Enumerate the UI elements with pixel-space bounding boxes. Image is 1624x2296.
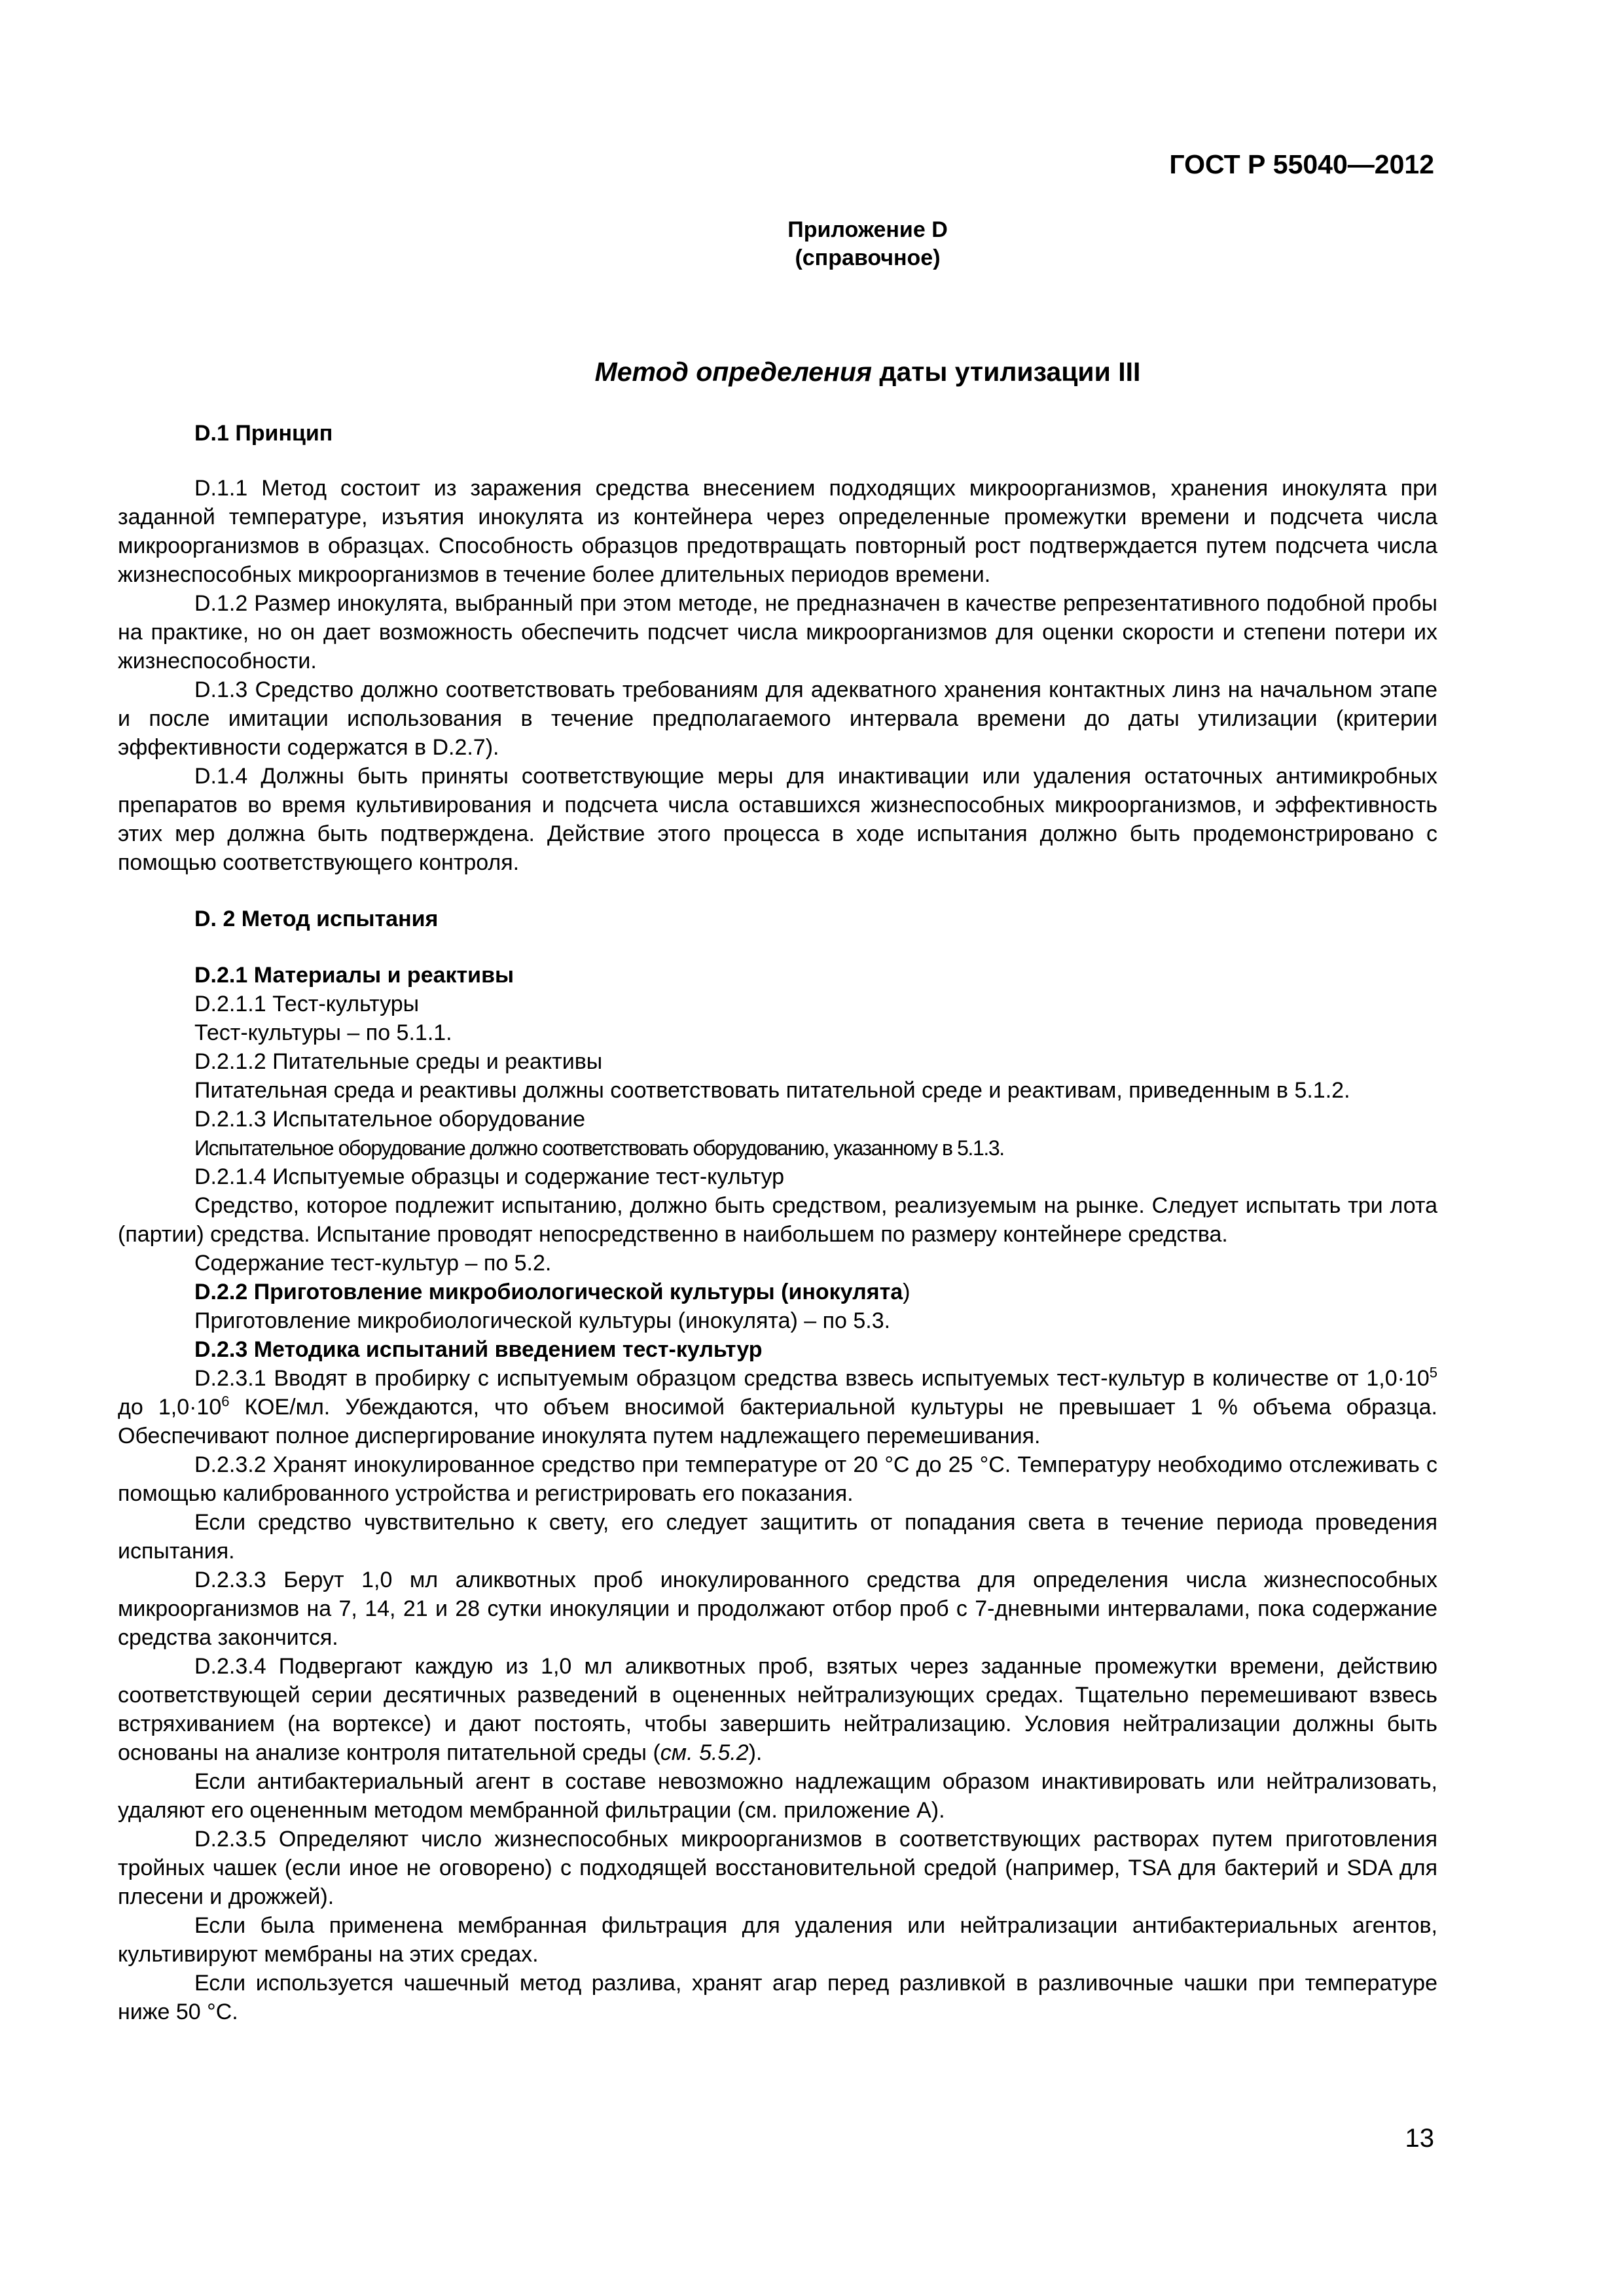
page-number: 13 [1405, 2124, 1434, 2153]
paragraph: Приготовление микробиологической культуры (инокулята) – по 5.3. [194, 1308, 891, 1333]
paragraph: Если была применена мембранная фильтрация для удаления или нейтрализации антибактериальных агентов, культивируют мембраны на этих средах. [118, 1913, 1437, 1967]
paragraph: D.2.3.3 Берут 1,0 мл аликвотных проб инокулированного средства для определения числа жизнеспособных микроорганизмов на 7, 14, 21 и 28 сутки инокуляции и продолжают отбор проб с 7-дневными интервалами, пока содержание средства закончится. [118, 1568, 1437, 1650]
paragraph: D.2.1.1 Тест-культуры [194, 992, 420, 1016]
paragraph: D.1.1 Метод состоит из заражения средства внесением подходящих микроорганизмов, хранения инокулята при заданной температуре, изъятия инокулята из контейнера через определенные промежутки времени и подсчета числа микроорганизмов в образцах. Способность образцов предотвращать повторный рост подтверждается путем подсчета числа жизнеспособных микроорганизмов в течение более длительных периодов времени. [118, 476, 1437, 587]
paragraph: Средство, которое подлежит испытанию, должно быть средством, реализуемым на рынке. Следует испытать три лота (партии) средства. Испытание проводят непосредственно в наибольшем по размеру контейнере средства. [118, 1193, 1437, 1247]
paragraph: Питательная среда и реактивы должны соответствовать питательной среде и реактивам, приведенным в 5.1.2. [194, 1078, 1350, 1103]
title-italic-part: Метод определения [594, 357, 873, 387]
paragraph: D.1.4 Должны быть приняты соответствующие меры для инактивации или удаления остаточных антимикробных препаратов во время культивирования и подсчета числа оставшихся жизнеспособных микроорганизмов, и эффективность этих мер должна быть подтверждена. Действие этого процесса в ходе испытания должно быть продемонстрировано с помощью соответствующего контроля. [118, 764, 1437, 875]
paragraph: Если используется чашечный метод разлива, хранят агар перед разливкой в разливочные чашки при температуре ниже 50 °С. [118, 1971, 1437, 2024]
standard-number: ГОСТ Р 55040—2012 [1169, 149, 1434, 179]
paragraph: D.2.1.3 Испытательное оборудование [194, 1107, 585, 1132]
subsection-heading: D.2.3 Методика испытаний введением тест-культур [194, 1337, 763, 1362]
paragraph: Если антибактериальный агент в составе невозможно надлежащим образом инактивировать или нейтрализовать, удаляют его оцененным методом мембранной фильтрации (см. приложение А). [118, 1769, 1437, 1823]
text-run: D.2.3.1 Вводят в пробирку с испытуемым образцом средства взвесь испытуемых тест-культур в количестве от 1,0·10 [194, 1366, 1430, 1391]
heading-paren: ) [903, 1280, 911, 1304]
title-rest: даты утилизации III [872, 357, 1141, 387]
annex-type: (справочное) [795, 245, 941, 270]
paragraph: D.2.1.4 Испытуемые образцы и содержание тест-культур [194, 1164, 785, 1189]
paragraph: Тест-культуры – по 5.1.1. [194, 1020, 452, 1045]
paragraph: Если средство чувствительно к свету, его следует защитить от попадания света в течение периода проведения испытания. [118, 1510, 1437, 1564]
subsection-heading [118, 1278, 1437, 1306]
paragraph: D.2.3.2 Хранят инокулированное средство при температуре от 20 °С до 25 °С. Температуру необходимо отслеживать с помощью калиброванного устройства и регистрировать его показания. [118, 1452, 1437, 1506]
paragraph: D.1.2 Размер инокулята, выбранный при этом методе, не предназначен в качестве репрезентативного подобной пробы на практике, но он дает возможность обеспечить подсчет числа микроорганизмов для оценки скорости и степени потери их жизнеспособности. [118, 591, 1437, 673]
paragraph: D.2.3.5 Определяют число жизнеспособных микроорганизмов в соответствующих растворах путем приготовления тройных чашек (если иное не оговорено) с подходящей восстановительной средой (например, TSA для бактерий и SDA для плесени и дрожжей). [118, 1827, 1437, 1909]
section-heading: D. 2 Метод испытания [194, 906, 439, 931]
italic-reference: см. 5.5.2 [660, 1740, 749, 1765]
document-title [0, 357, 1624, 387]
text-run: КОЕ/мл. Убеждаются, что объем вносимой бактериальной культуры не превышает 1 % объема образца. Обеспечивают полное диспергирование инокулята путем надлежащего перемешивания. [118, 1395, 1437, 1448]
text-run: D.2.3.4 Подвергают каждую из 1,0 мл аликвотных проб, взятых через заданные промежутки времени, действию соответствующей серии десятичных разведений в оцененных нейтрализующих средах. Тщательно перемешивают взвесь встряхиванием (на вортексе) и дают постоять, чтобы завершить нейтрализацию. Условия нейтрализации должны быть основаны на анализе контроля питательной среды ( [118, 1654, 1437, 1765]
annex-title: Приложение D [787, 217, 948, 242]
paragraph [118, 1652, 1437, 1767]
paragraph: Содержание тест-культур – по 5.2. [194, 1251, 552, 1276]
paragraph: Испытательное оборудование должно соответствовать оборудованию, указанному в 5.1.3. [194, 1136, 1004, 1160]
paragraph: D.1.3 Средство должно соответствовать требованиям для адекватного хранения контактных линз на начальном этапе и после имитации использования в течение предполагаемого интервала времени до даты утилизации (критерии эффективности содержатся в D.2.7). [118, 677, 1437, 760]
section-heading: D.1 Принцип [194, 421, 333, 446]
document-body [118, 419, 1437, 2026]
paragraph: D.2.1.2 Питательные среды и реактивы [194, 1049, 603, 1074]
text-run: до 1,0·10 [118, 1395, 222, 1420]
exponent: 6 [221, 1393, 230, 1410]
subsection-heading: D.2.1 Материалы и реактивы [194, 963, 514, 988]
text-run: ). [748, 1740, 763, 1765]
paragraph [118, 1364, 1437, 1450]
exponent: 5 [1429, 1364, 1437, 1381]
annex-label [0, 216, 1624, 272]
heading-text: D.2.2 Приготовление микробиологической культуры (инокулята [194, 1280, 903, 1304]
